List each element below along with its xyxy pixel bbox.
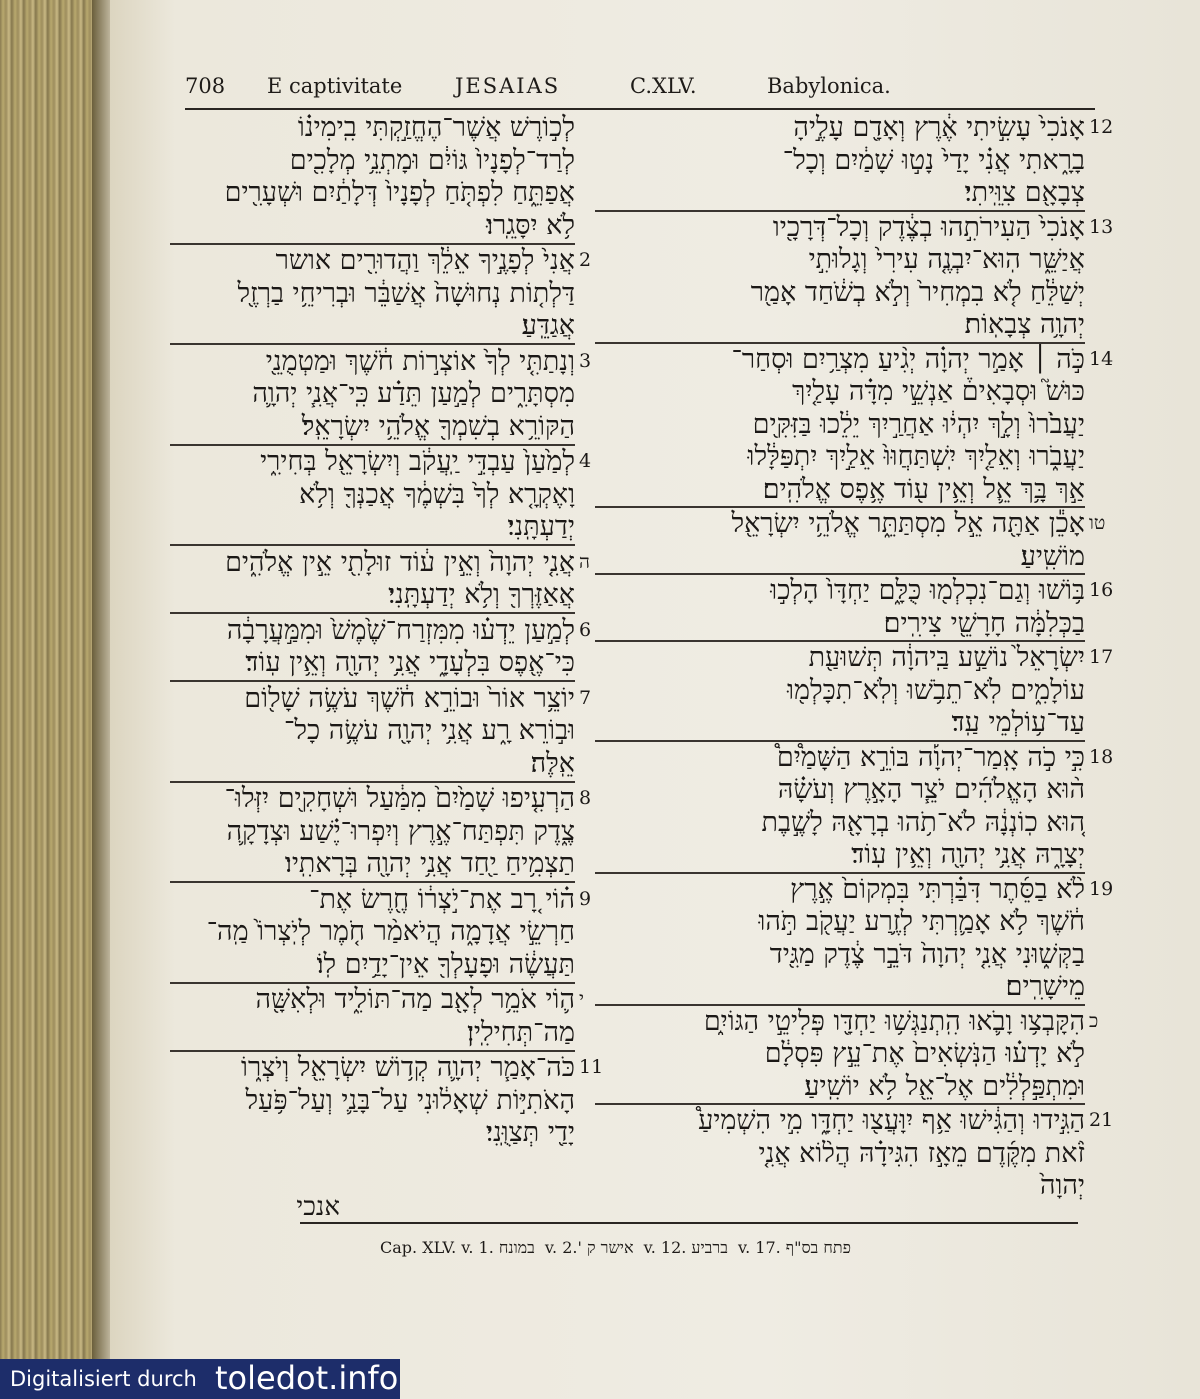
verse-line: וְנָתַתִּ֤י לְךָ֙ אוֹצְר֣וֹת חֹ֔שֶׁךְ וּמַטְמֻנֵ֖י [265,345,575,377]
verse [595,575,1114,640]
verse [595,741,1114,872]
verse-line: אֵֽלֶּה׃ [530,747,575,779]
verse-number: 13 [1089,215,1114,238]
verse [170,614,592,680]
verse [170,112,575,242]
verse [170,783,592,881]
verse-number: 14 [1089,347,1114,370]
verse-line: אָנֹכִי֙ הַעִירֹתִ֣הוּ בְצֶ֔דֶק וְכָל־דְּרָכָ֖יו [772,211,1085,243]
verse-number: 18 [1089,745,1114,768]
verse-line: עוֹלָמִ֑ים לֹֽא־תֵבֹ֥שׁוּ וְלֹֽא־תִכָּלְמ֖וּ [787,674,1085,706]
verse-line: הִקָּבְצ֥וּ וָבֹ֛אוּ הִֽתְנַגְּשׁ֥וּ יַחְדָּ֖ו פְּלִיטֵ֣י הַגּוֹיִ֑ם [703,1005,1085,1037]
verse [595,211,1114,342]
verse-line: מוֹשִֽׁיעַ׃ [1020,540,1085,572]
verse-line: מֵישָׁרִֽים׃ [1005,971,1085,1002]
verse-number: 19 [1089,877,1114,900]
verse-line: יַעֲבֹ֙רוּ֙ וְלָ֣ךְ יִהְי֔וּ אַחֲרַ֣יִךְ יֵלֵ֔כוּ בַּזִּקִּ֖ים [752,408,1085,440]
header-book-title: JESAIAS [455,74,561,98]
verse-number: 21 [1089,1109,1114,1131]
verse-number: 16 [1089,579,1114,601]
verse-line: דַּלְת֤וֹת נְחוּשָׁה֙ אֲשַׁבֵּ֔ר וּבְרִיחֵ֥י בַרְזֶ֖ל [237,277,575,309]
verse-line: אֲנִ֤י יְהוָה֙ וְאֵ֣ין ע֔וֹד זוּלָתִ֖י אֵ֣ין אֱלֹהִ֑ים [225,546,575,578]
page-number: 708 [185,74,226,98]
verse-number: 11 [579,1056,604,1078]
verse [170,345,592,444]
verse-line: יוֹצֵ֥ר אוֹר֙ וּבוֹרֵ֣א חֹ֔שֶׁךְ עֹשֶׂ֥ה שָׁל֖וֹם [244,682,575,714]
verse-line: תַּעֲשֶׂ֔ה וּפָעָלְךָ֖ אֵין־יָדַ֥יִם לֽוֹ׃ [316,948,575,980]
verse-line: וּב֣וֹרֵא רָ֑ע אֲנִ֥י יְהוָ֖ה עֹשֶׂ֥ה כָל־ [284,715,575,746]
verse-line: אֲיַשֵּׁ֑ר הֽוּא־יִבְנֶ֤ה עִירִי֙ וְגָלוּתִ֣י [808,244,1085,275]
verse-number: 3 [579,349,592,372]
verse [170,682,592,781]
verse-number: טו [1089,512,1106,534]
verse-line: אֲנִי֙ לְפָנֶ֣יךָ אֵלֵ֔ךְ וַהֲדוּרִ֖ים אושר [275,245,575,276]
running-header [185,68,1095,110]
verse-line: יַעֲבֹ֑רוּ וְאֵלַ֤יִךְ יִֽשְׁתַּחֲוּוּ֙ אֵלַ֣יִךְ יִתְפַּלָּ֔לוּ [747,441,1085,472]
footnotes [380,1238,1000,1258]
verse-line: ה֛וֹי אֹמֵ֥ר לְאָ֖ב מַה־תּוֹלִ֑יד וּלְאִשָּׁ֖ה [255,984,575,1015]
verse [595,508,1106,573]
verse-line: צְבָאָ֖ם צִוֵּֽיתִי׃ [964,177,1085,208]
verse [170,883,592,982]
verse-line: אָנֹכִי֙ עָשִׂ֣יתִי אֶ֔רֶץ וְאָדָ֖ם עָלֶ֣יהָ [793,112,1085,143]
verse-line: בּ֥וֹשׁוּ וְגַם־נִכְלְמ֖וּ כֻּלָּ֑ם יַחְדָּו֙ הָלְכ֣וּ [770,575,1085,606]
verse-line: זֹ֨את מִקֶּ֜דֶם מֵאָ֣ז הִגִּידָ֗הּ הֲל֨וֹא אֲנִ֤י [758,1137,1085,1169]
verse-line: אֲאַזֶּרְךָ֖ וְלֹ֥א יְדַעְתָּֽנִי׃ [387,579,575,610]
verse-line: בַקְּשׁ֑וּנִי אֲנִ֤י יְהוָה֙ דֹּבֵ֣ר צֶ֔דֶק מַגִּ֖יד [769,938,1085,970]
verse-number: 7 [579,686,592,709]
verse [170,546,590,612]
verse-line: לְכ֣וֹרֶשׁ אֲשֶׁר־הֶחֱזַ֣קְתִּי בִֽימִינ֗וֹ [297,112,575,143]
verse-line: אָכֵ֕ן אַתָּ֖ה אֵ֣ל מִסְתַּתֵּ֑ר אֱלֹהֵ֥י יִשְׂרָאֵ֖ל [731,508,1085,539]
header-right-title: Babylonica. [767,74,891,98]
verse-line: לְמַ֣עַן יֵדְע֗וּ מִמִּזְרַח־שֶׁ֙מֶשׁ֙ וּמִמַּ֣עֲרָבָ֔ה [226,614,575,646]
verse [170,1052,604,1150]
catchword: אנכי [296,1192,340,1222]
verse-line: יְשַׁלֵּ֔חַ לֹ֤א בִמְחִיר֙ וְלֹ֣א בְשֹׁ֔חַד אָמַ֖ר [750,276,1085,308]
verse-line: ה֗וֹי רָ֚ב אֶת־יֹ֣צְר֔וֹ חֶ֖רֶשׂ אֶת־ [309,883,575,915]
verse-number: 2 [579,249,592,271]
verse [170,446,592,544]
verse [170,245,592,343]
verse [595,1105,1114,1203]
verse [595,1005,1099,1104]
footnote-entry: v. 2.' אישר ק [544,1238,634,1257]
verse-line: ה֨וּא הָאֱלֹהִ֜ים יֹצֵ֧ר הָאָ֣רֶץ וְעֹשָׂ֗הּ [777,774,1085,805]
footnote-entry: v. 17. פתח בס"ף [737,1238,851,1257]
verse-line: יָדַ֖י תְּצַוֻּֽנִי׃ [485,1117,575,1148]
book-page-edges [0,0,92,1399]
verse-line: כֹּה־אָמַ֧ר יְהוָ֛ה קְד֥וֹשׁ יִשְׂרָאֵ֖ל וְיֹצְר֑וֹ [241,1052,575,1083]
verse-number: 6 [579,618,592,641]
footnote-entry: Cap. XLV. v. 1. במונח [380,1238,535,1257]
verse-number: 17 [1089,646,1114,668]
verse-line: תַצְמִ֥יחַ יַ֖חַד אֲנִ֥י יְהוָ֖ה בְּרָאתִֽיו׃ [284,848,575,879]
verse-line: אֲגַדֵּֽעַ׃ [521,310,575,341]
verse-line: אַ֣ךְ בָּ֥ךְ אֵ֛ל וְאֵ֥ין ע֖וֹד אֶ֥פֶס אֱלֹהִֽים׃ [762,473,1085,505]
verse [595,343,1114,507]
watermark-site: toledot.info [215,1359,399,1397]
verse-line: וָאֶקְרָ֤א לְךָ֙ בִּשְׁמֶ֔ךָ אֲכַנְּךָ֖ וְלֹ֥א [299,478,575,510]
verse-line: בַכְּלִמָּ֔ה חָרָשֵׁ֖י צִירִֽים׃ [883,607,1085,639]
verse-line: יִשְׂרָאֵל֙ נוֹשַׁ֣ע בַּֽיהוָ֔ה תְּשׁוּעַ֖ת [808,642,1085,673]
verse-line: בָרָ֑אתִי אֲנִ֗י יָדַי֙ נָט֣וּ שָׁמַ֔יִם וְכָל־ [782,144,1085,176]
verse-line: כִּי־אֶ֖פֶס בִּלְעָדָ֑י אֲנִ֥י יְהוָ֖ה וְאֵ֥ין עֽוֹד׃ [245,647,575,678]
verse-line: עַד־ע֥וֹלְמֵי עַֽד׃ [951,707,1085,738]
verse-line: יְצָרָ֑הּ אֲנִ֥י יְהוָ֖ה וְאֵ֥ין עֽוֹד׃ [851,839,1085,870]
verse-number: 9 [579,887,592,910]
verse-number: כ [1089,1009,1099,1032]
footer-rule [300,1222,1078,1224]
verse-line: וּמִתְפַּ֣לְלִ֔ים אֶל־אֵ֖ל לֹ֥א יוֹשִֽׁיעַ׃ [804,1070,1085,1102]
verse-line: לֹ֨א בַסֵּ֜תֶר דִּבַּ֗רְתִּי בִּמְקוֹם֙ אֶ֣רֶץ [790,873,1085,905]
verse-line: כִּ֣י כֹ֣ה אָֽמַר־יְהוָ֡ה בּוֹרֵ֣א הַשָּׁמַ֩יִם֩ [776,741,1085,773]
verse-number: ה [579,550,590,573]
verse [595,873,1114,1004]
verse-line: צֶ֑דֶק תִּפְתַּח־אֶ֣רֶץ וְיִפְרוּ־יֶ֗שַׁע וּצְדָקָ֛ה [226,815,575,847]
verse-line: לְרַד־לְפָנָיו֙ גּוֹיִ֔ם וּמָתְנֵ֥י מְלָכִ֖ים [289,144,575,176]
header-left-title: E captivitate [267,74,403,98]
verse-line: ה֚וּא כֽוֹנְנָ֔הּ לֹא־תֹ֥הוּ בְרָאָ֖הּ לָשֶׁ֣בֶת [761,806,1085,838]
verse-line: יְדַעְתָּֽנִי׃ [507,511,575,542]
verse-number: 4 [579,450,592,472]
verse-line: הַרְעִ֤יפוּ שָׁמַ֙יִם֙ מִמַּ֔עַל וּשְׁחָקִ֖ים יִזְּלוּ־ [224,783,575,814]
verse-line: כֹּ֣ה ׀ אָמַ֣ר יְהוָ֗ה יְגִ֨יעַ מִצְרַ֥יִם וּסְחַר־ [731,343,1085,375]
verse-line: הַגִּ֣ידוּ וְהַגִּ֔ישׁוּ אַ֥ף יִוָּעֲצ֖וּ יַחְדָּ֑ו מִ֣י הִשְׁמִיעַ֩ [698,1105,1085,1136]
verse-line: מַה־תְּחִילִֽין׃ [467,1016,575,1048]
verse-number: 12 [1089,116,1114,138]
verse-number: י [579,988,584,1010]
verse-line: חַרְשֵׂ֣י אֲדָמָ֑ה הֲיֹאמַ֨ר חֹ֤מֶר לְיֹֽצְרוֹ֙ מַֽה־ [206,916,575,947]
verse-line: הַקּוֹרֵ֥א בְשִׁמְךָ֖ אֱלֹהֵ֥י יִשְׂרָאֵֽל׃ [301,410,575,442]
verse-line: אֲפַתֵּ֑חַ לִפְתֹּ֤חַ לְפָנָיו֙ דְּלָתַ֔יִם וּשְׁעָרִ֖ים [224,177,575,208]
digitization-watermark [0,1359,400,1399]
header-chapter: C.XLV. [630,74,697,98]
verse [170,984,584,1049]
verse [595,112,1114,210]
verse-line: יְהוָה֙ [1039,1170,1085,1201]
footnote-entry: v. 12. ברביע [643,1238,728,1257]
verse-line: לֹ֥א יִסָּגֵֽרוּ׃ [486,209,575,241]
verse-line: יְהוָ֥ה צְבָאֽוֹת׃ [964,309,1085,340]
watermark-prefix: Digitalisiert durch [10,1367,197,1391]
verse-line: לֹ֣א יָדְע֗וּ הַנֹּֽשְׂאִים֙ אֶת־עֵ֣ץ פִּסְלָ֔ם [764,1038,1085,1069]
verse-line: לְמַ֙עַן֙ עַבְדִּ֣י יַֽעֲקֹ֔ב וְיִשְׂרָאֵ֖ל בְּחִירִ֑י [260,446,575,477]
verse-number: 8 [579,787,592,809]
verse-line: הָאֹתִיּ֣וֹת שְׁאָל֔וּנִי עַל־בָּנַ֛י וְעַל־פֹּ֥עַל [245,1084,575,1116]
verse-line: כּוּשׁ֮ וּסְבָאִים֒ אַנְשֵׁ֣י מִדָּ֗ה עָלַ֤יִךְ [792,376,1085,407]
verse [595,642,1114,740]
verse-line: חֹ֔שֶׁךְ לֹ֥א אָמַ֛רְתִּי לְזֶ֥רַע יַעֲקֹ֖ב תֹּ֣הוּ [758,906,1085,937]
verse-line: מִסְתָּרִ֑ים לְמַ֣עַן תֵּדַ֗ע כִּֽי־אֲנִ֧י יְהוָ֛ה [252,378,575,409]
